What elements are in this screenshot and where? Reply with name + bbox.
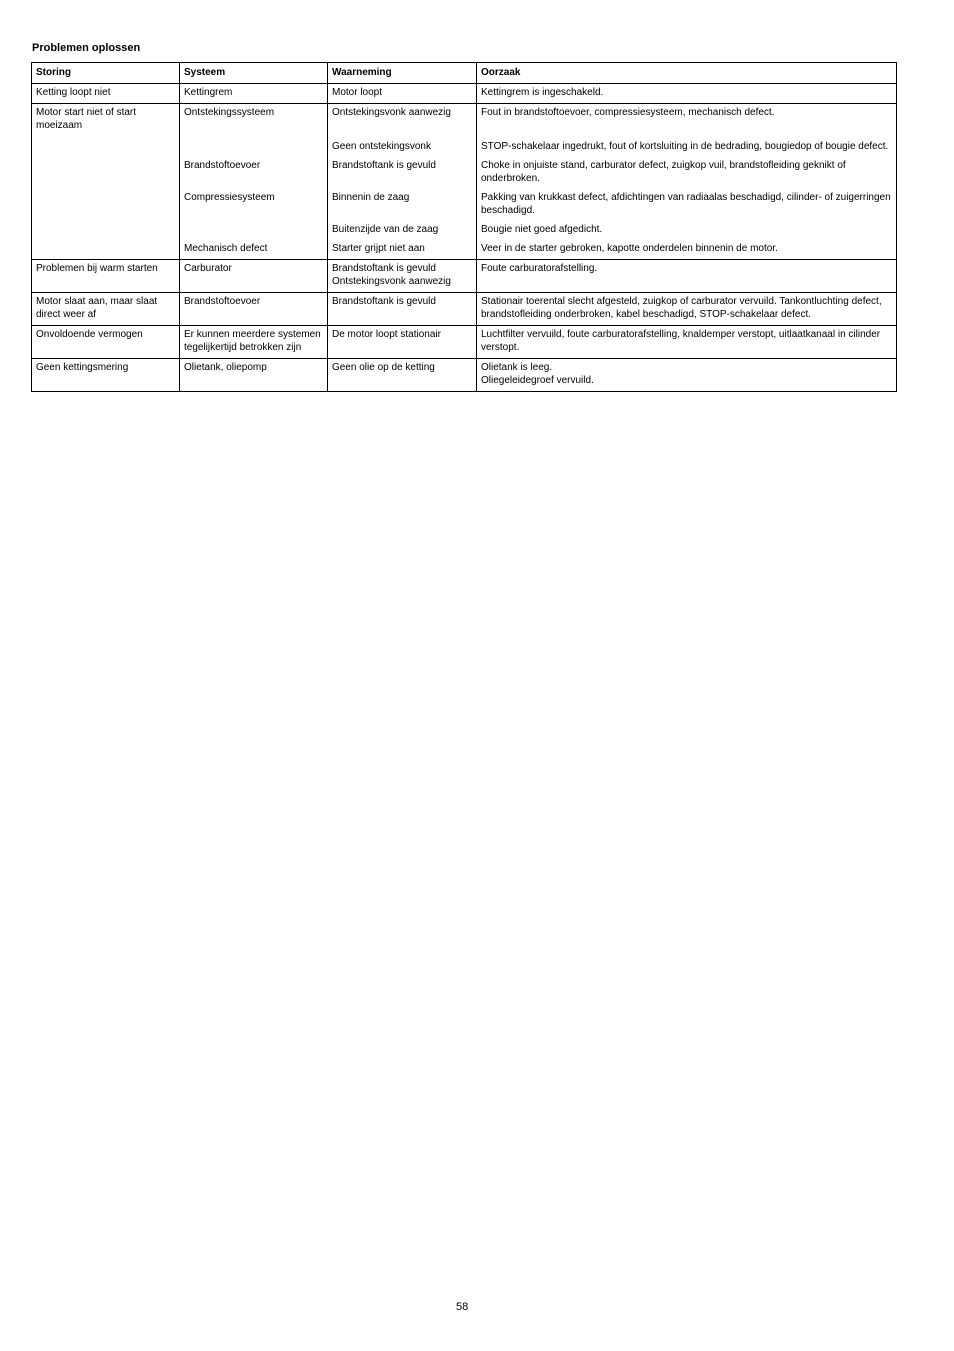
cell-waarneming: Ontstekingsvonk aanwezig xyxy=(328,104,477,139)
section-title: Problemen oplossen xyxy=(32,42,141,54)
cell-oorzaak: Bougie niet goed afgedicht. xyxy=(477,221,897,240)
waarneming-line: Brandstoftank is gevuld xyxy=(332,263,436,274)
table-row xyxy=(32,104,897,139)
cell-oorzaak: Veer in de starter gebroken, kapotte onderdelen binnenin de motor. xyxy=(477,240,897,260)
cell-oorzaak xyxy=(477,359,897,392)
cell-systeem xyxy=(180,138,328,157)
cell-oorzaak: Foute carburatorafstelling. xyxy=(477,260,897,293)
cell-systeem: Carburator xyxy=(180,260,328,293)
cell-systeem: Brandstoftoevoer xyxy=(180,293,328,326)
cell-waarneming: Brandstoftank is gevuld xyxy=(328,157,477,189)
waarneming-line: Ontstekingsvonk aanwezig xyxy=(332,276,451,287)
cell-oorzaak: Choke in onjuiste stand, carburator defect, zuigkop vuil, brandstofleiding geknikt of onderbroken. xyxy=(477,157,897,189)
table-row xyxy=(32,326,897,359)
cell-systeem: Ontstekingssysteem xyxy=(180,104,328,139)
cell-oorzaak: Stationair toerental slecht afgesteld, zuigkop of carburator vervuild. Tankontluchting defect, brandstofleiding onderbroken, kabel beschadigd, STOP-schakelaar defect. xyxy=(477,293,897,326)
table-row xyxy=(32,359,897,392)
cell-systeem: Compressiesysteem xyxy=(180,189,328,221)
cell-systeem: Mechanisch defect xyxy=(180,240,328,260)
cell-storing: Geen kettingsmering xyxy=(32,359,180,392)
cell-storing: Onvoldoende vermogen xyxy=(32,326,180,359)
cell-storing: Motor start niet of start moeizaam xyxy=(32,104,180,260)
cell-waarneming xyxy=(328,260,477,293)
troubleshooting-table xyxy=(31,62,897,392)
cell-systeem xyxy=(180,221,328,240)
cell-oorzaak: Kettingrem is ingeschakeld. xyxy=(477,84,897,104)
page-number: 58 xyxy=(456,1301,469,1313)
cell-waarneming: Binnenin de zaag xyxy=(328,189,477,221)
table-row xyxy=(32,84,897,104)
cell-waarneming: De motor loopt stationair xyxy=(328,326,477,359)
cell-waarneming: Geen olie op de ketting xyxy=(328,359,477,392)
cell-storing: Problemen bij warm starten xyxy=(32,260,180,293)
cell-waarneming: Starter grijpt niet aan xyxy=(328,240,477,260)
cell-oorzaak: STOP-schakelaar ingedrukt, fout of kortsluiting in de bedrading, bougiedop of bougie defect. xyxy=(477,138,897,157)
cell-systeem: Kettingrem xyxy=(180,84,328,104)
cell-oorzaak: Luchtfilter vervuild, foute carburatorafstelling, knaldemper verstopt, uitlaatkanaal in cilinder verstopt. xyxy=(477,326,897,359)
header-waarneming: Waarneming xyxy=(328,63,477,84)
table-row xyxy=(32,260,897,293)
header-systeem: Systeem xyxy=(180,63,328,84)
cell-waarneming: Buitenzijde van de zaag xyxy=(328,221,477,240)
table-header-row xyxy=(32,63,897,84)
oorzaak-line: Oliegeleidegroef vervuild. xyxy=(481,375,594,386)
cell-oorzaak: Fout in brandstoftoevoer, compressiesysteem, mechanisch defect. xyxy=(477,104,897,139)
cell-waarneming: Geen ontstekingsvonk xyxy=(328,138,477,157)
cell-systeem: Er kunnen meerdere systemen tegelijkertijd betrokken zijn xyxy=(180,326,328,359)
oorzaak-line: Olietank is leeg. xyxy=(481,362,553,373)
cell-waarneming: Motor loopt xyxy=(328,84,477,104)
cell-storing: Ketting loopt niet xyxy=(32,84,180,104)
cell-systeem: Brandstoftoevoer xyxy=(180,157,328,189)
cell-systeem: Olietank, oliepomp xyxy=(180,359,328,392)
table-row xyxy=(32,293,897,326)
cell-oorzaak: Pakking van krukkast defect, afdichtingen van radiaalas beschadigd, cilinder- of zuigerringen beschadigd. xyxy=(477,189,897,221)
cell-storing: Motor slaat aan, maar slaat direct weer af xyxy=(32,293,180,326)
header-storing: Storing xyxy=(32,63,180,84)
header-oorzaak: Oorzaak xyxy=(477,63,897,84)
cell-waarneming: Brandstoftank is gevuld xyxy=(328,293,477,326)
